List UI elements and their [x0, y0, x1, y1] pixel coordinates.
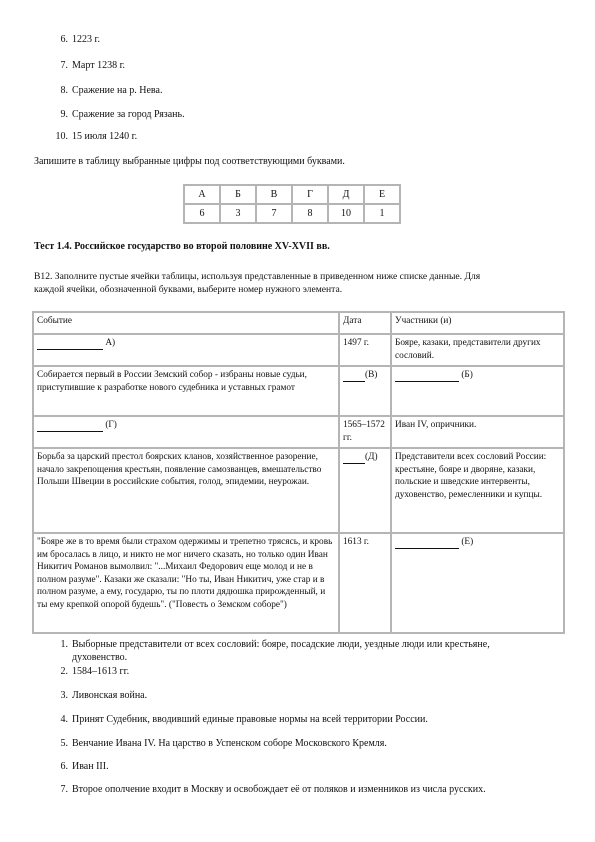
date-label: (Д) — [365, 452, 378, 462]
event-label: А) — [105, 338, 116, 348]
instruction-text: Запишите в таблицу выбранные цифры под соответствующими буквами. — [34, 156, 345, 167]
answer-letter: Б — [220, 185, 256, 204]
answer-table — [183, 184, 401, 224]
table-row — [33, 366, 564, 416]
answer-blank — [343, 453, 365, 464]
answer-blank — [395, 538, 459, 549]
task-text-line-1: В12. Заполните пустые ячейки таблицы, используя представленные в приведенном ниже списке данные. Для — [34, 271, 481, 282]
date-cell: 1613 г. — [339, 533, 391, 633]
answer-letter: А — [184, 185, 220, 204]
answer-digit: 10 — [328, 204, 364, 223]
list-item-text: Ливонская война. — [72, 690, 148, 701]
date-cell: 1497 г. — [339, 334, 391, 366]
answer-letter: Е — [364, 185, 400, 204]
event-cell: Собирается первый в России Земский собор - избраны новые судьи, приступившие к разработке нового судебника и уставных грамот — [33, 366, 339, 416]
answer-blank — [37, 421, 103, 432]
answer-digit: 8 — [292, 204, 328, 223]
participants-cell: Бояре, казаки, представители других сословий. — [391, 334, 564, 366]
list-item-number: 7. — [60, 784, 68, 795]
answer-digit: 3 — [220, 204, 256, 223]
answer-blank — [343, 371, 365, 382]
list-item-number: 10. — [55, 131, 68, 142]
list-item-number: 9. — [60, 109, 68, 120]
list-item-text: Второе ополчение входит в Москву и освобождает её от поляков и изменников из числа русских. — [72, 784, 486, 795]
event-cell: Борьба за царский престол боярских кланов, хозяйственное разорение, начало закрепощения крестьян, появление самозванцев, вмешательство Польши Швеции в российские события, голод, эпидемии, неурожаи. — [33, 448, 339, 533]
list-item-number: 4. — [60, 714, 68, 725]
participants-label: (Б) — [461, 370, 473, 380]
event-cell: "Бояре же в то время были страхом одержимы и трепетно трясясь, и кровь им бросалась в лицо, и никто не мог ничего сказать, но только один Иван Никитич Романов вымолвил: "...Михаил Федорович еще молод и не в полном разуме". Казаки же сказали: "Но ты, Иван Никитич, уже стар и в полном разуме, а ему, государю, ты по плоти дядюшка прирожденный, и ты ему крепкой опорой будешь". ("Повесть о Земском соборе") — [33, 533, 339, 633]
event-cell — [33, 334, 339, 366]
answer-letter: В — [256, 185, 292, 204]
participants-cell: Представители всех сословий России: крестьяне, бояре и дворяне, казаки, польские и шведские интервенты, духовенство, ремесленники и купцы. — [391, 448, 564, 533]
table-row — [33, 334, 564, 366]
date-label: (В) — [365, 370, 378, 380]
list-item-text: Венчание Ивана IV. На царство в Успенском соборе Московского Кремля. — [72, 738, 387, 749]
answer-digit: 1 — [364, 204, 400, 223]
header-participants: Участники (и) — [391, 312, 564, 334]
list-item-number: 6. — [60, 761, 68, 772]
main-table — [32, 311, 565, 634]
header-event: Событие — [33, 312, 339, 334]
date-cell: 1565–1572 гг. — [339, 416, 391, 448]
participants-cell — [391, 533, 564, 633]
answer-letter: Г — [292, 185, 328, 204]
list-item-number: 6. — [60, 34, 68, 45]
participants-cell — [391, 366, 564, 416]
list-item-text: духовенство. — [72, 652, 128, 663]
table-row — [33, 448, 564, 533]
list-item-text: 1223 г. — [72, 34, 100, 45]
header-date: Дата — [339, 312, 391, 334]
answer-digit: 6 — [184, 204, 220, 223]
list-item-text: Выборные представители от всех сословий: бояре, посадские люди, уездные люди или крестьяне, — [72, 639, 490, 650]
list-item-number: 5. — [60, 738, 68, 749]
answer-digit: 7 — [256, 204, 292, 223]
participants-cell: Иван IV, опричники. — [391, 416, 564, 448]
list-item-text: Март 1238 г. — [72, 60, 126, 71]
list-item-number: 1. — [60, 639, 68, 650]
date-cell — [339, 448, 391, 533]
list-item-number: 2. — [60, 666, 68, 677]
answer-letters-row — [184, 185, 400, 204]
list-item-number: 8. — [60, 85, 68, 96]
list-item-number: 3. — [60, 690, 68, 701]
event-cell — [33, 416, 339, 448]
answer-blank — [395, 371, 459, 382]
answer-letter: Д — [328, 185, 364, 204]
table-row — [33, 416, 564, 448]
answer-digits-row — [184, 204, 400, 223]
list-item-text: Принят Судебник, вводивший единые правовые нормы на всей территории России. — [72, 714, 428, 725]
participants-label: (Е) — [461, 537, 474, 547]
list-item-text: 15 июля 1240 г. — [72, 131, 138, 142]
test-title: Тест 1.4. Российское государство во второй половине XV-XVII вв. — [34, 241, 330, 252]
answer-blank — [37, 339, 103, 350]
task-text-line-2: каждой ячейки, обозначенной буквами, выберите номер нужного элемента. — [34, 284, 343, 295]
list-item-text: 1584–1613 гг. — [72, 666, 130, 677]
event-label: (Г) — [105, 420, 117, 430]
date-cell — [339, 366, 391, 416]
list-item-number: 7. — [60, 60, 68, 71]
list-item-text: Иван III. — [72, 761, 109, 772]
list-item-text: Сражение на р. Нева. — [72, 85, 163, 96]
list-item-text: Сражение за город Рязань. — [72, 109, 185, 120]
table-header-row — [33, 312, 564, 334]
table-row — [33, 533, 564, 633]
